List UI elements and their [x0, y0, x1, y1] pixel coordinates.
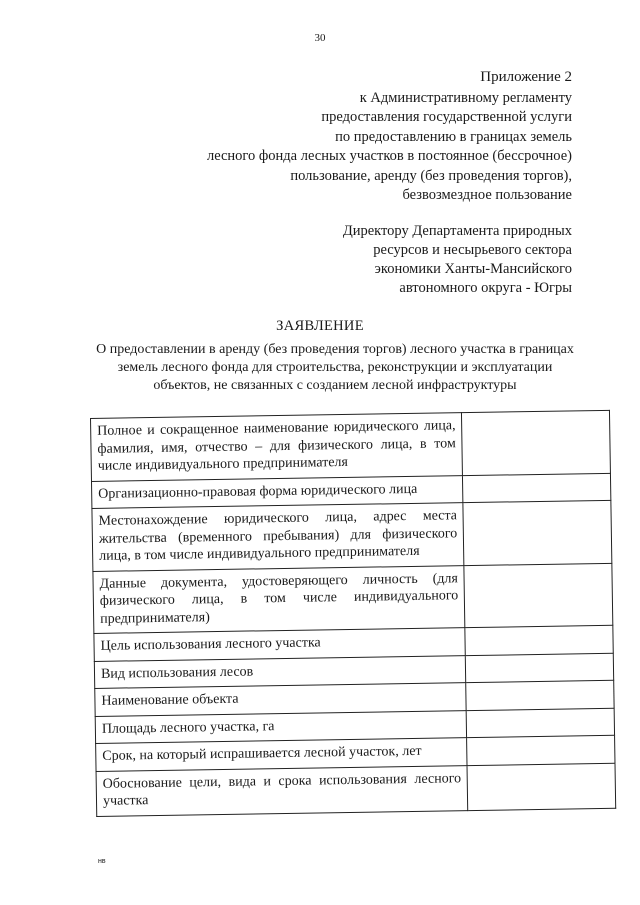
field-value[interactable] [466, 708, 614, 738]
statement-title: ЗАЯВЛЕНИЕ [276, 318, 364, 334]
addressee-line: экономики Ханты-Мансийского [374, 261, 572, 277]
field-value[interactable] [467, 735, 615, 765]
field-value[interactable] [464, 563, 613, 628]
field-value[interactable] [466, 653, 614, 683]
field-value[interactable] [467, 763, 615, 810]
addressee-line: Директору Департамента природных [342, 223, 572, 239]
addressee-line: автономного округа - Югры [399, 280, 572, 296]
table-row [93, 563, 613, 634]
field-label: Полное и сокращенное наименование юридического лица, фамилия, имя, отчество – для физического лица, в том числе индивидуального предпринимателя [91, 413, 463, 481]
field-value[interactable] [463, 473, 611, 503]
field-label: Организационно-правовая форма юридического лица [91, 475, 463, 508]
appendix-line: безвозмездное пользование [402, 187, 572, 203]
footer-mark: нв [98, 858, 106, 865]
statement-subtitle [90, 341, 580, 395]
field-label: Цель использования лесного участка [94, 628, 466, 661]
field-label: Местонахождение юридического лица, адрес места жительства (временного пребывания) для физического лица, в том числе индивидуального предпринимателя [92, 503, 464, 571]
appendix-title: Приложение 2 [480, 69, 572, 85]
field-value[interactable] [462, 410, 611, 475]
appendix-line: по предоставлению в границах земель [335, 128, 572, 145]
subtitle-line: земель лесного фонда для строительства, реконструкции и эксплуатации [117, 360, 553, 375]
field-value[interactable] [466, 680, 614, 710]
subtitle-line: объектов, не связанных с созданием лесной инфраструктуры [153, 378, 517, 393]
field-value[interactable] [463, 500, 612, 565]
application-form-table [90, 410, 616, 817]
appendix-line: пользование, аренду (без проведения торгов), [290, 167, 572, 184]
field-label: Наименование объекта [95, 683, 467, 716]
appendix-line: предоставления государственной услуги [321, 109, 572, 125]
addressee-line: ресурсов и несырьевого сектора [373, 242, 572, 258]
page-number: 30 [314, 32, 326, 44]
field-label: Площадь лесного участка, га [95, 710, 467, 743]
appendix-line: лесного фонда лесных участков в постоянное (бессрочное) [206, 148, 572, 164]
table-row [96, 763, 616, 816]
field-label: Данные документа, удостоверяющего личность (для физического лица, в том числе индивидуального предпринимателя) [93, 565, 465, 633]
table-row [91, 410, 611, 481]
appendix-line: к Административному регламенту [359, 89, 572, 106]
field-label: Обоснование цели, вида и срока использования лесного участка [96, 765, 468, 816]
subtitle-line: О предоставлении в аренду (без проведения торгов) лесного участка в границах [96, 342, 574, 357]
field-value[interactable] [465, 625, 613, 655]
appendix-header [132, 68, 572, 206]
field-label: Срок, на который испрашивается лесной участок, лет [96, 738, 468, 771]
table-row [92, 500, 612, 571]
addressee-block [252, 222, 572, 298]
field-label: Вид использования лесов [94, 655, 466, 688]
